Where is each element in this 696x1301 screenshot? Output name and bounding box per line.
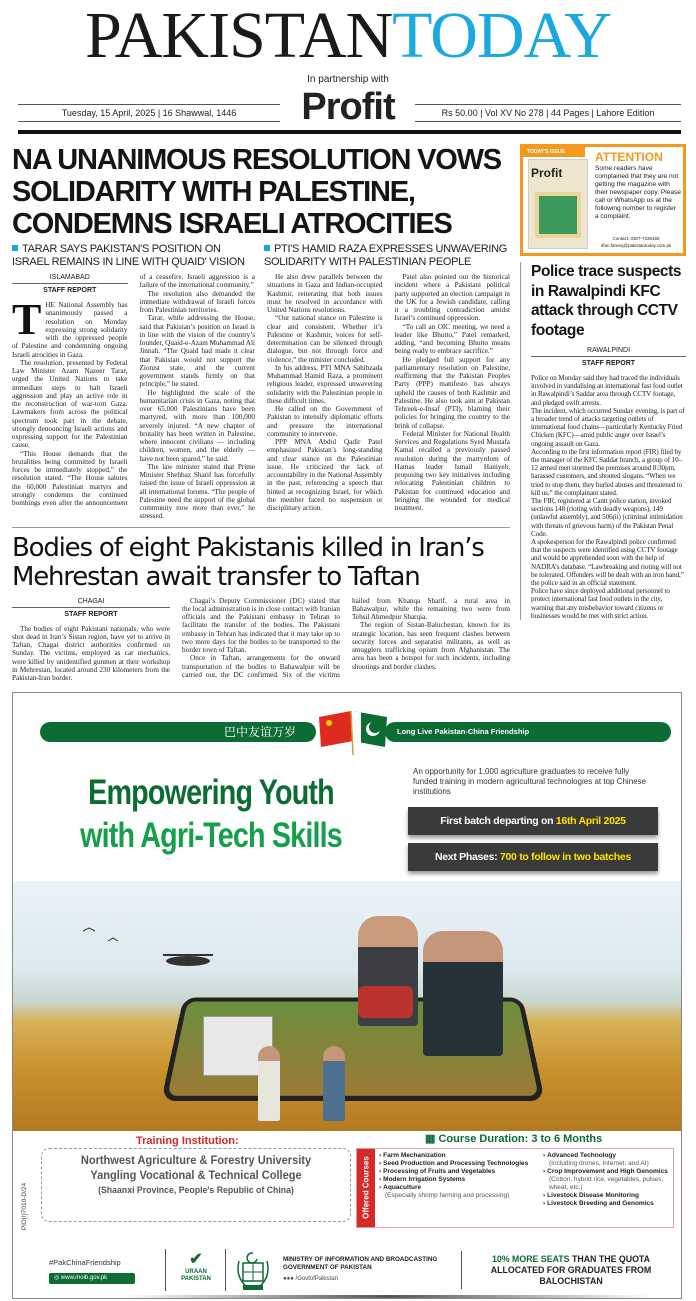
chevron-right-icon: › [543,1192,546,1200]
course-item: › Processing of Fruits and Vegetables [379,1168,496,1176]
paragraph: Police on Monday said they had traced the individuals involved in vandalising an international fast food outlet in Rawalpindi’s Saddar area through CCTV footage, and pledged swift arrests. [531,374,683,407]
paragraph: Once in Taftan, arrangements for the onward transportation of the bodies to Bahawalpur will be carried out, the DC confirmed. Six of the victims hailed from Khanqa Sharif, a rural area in Bahawalpur, while the remaining two were from Tehsil Ahmedpur Sharqia. [182,596,510,679]
lead-article-body [12,273,510,521]
government-advertisement[interactable] [12,692,682,1299]
website-link[interactable] [49,1273,135,1284]
masthead [0,0,696,138]
courses-list-right [543,1152,671,1208]
china-pakistan-flags-icon [311,707,393,757]
website-text: www.moib.gov.pk [60,1275,108,1282]
duration-text: Course Duration: 3 to 6 Months [438,1133,603,1146]
divider [165,1249,166,1291]
kfc-headline[interactable]: Police trace suspects in Rawalpindi KFC attack through CCTV footage [531,263,682,339]
footer-shadow [123,1295,653,1298]
course-item: › Crop Improvement and High Genomics [543,1168,668,1176]
paragraph: The region of Sistan-Baluchestan, known for its strategic location, has seen frequent clashes between security forces and separatist militants, as well as smugglers trafficking opium from Afghanistan. The area has been a hotspot for such incidents, including shootings and border clashes. [352,621,510,671]
institution-location: (Shaanxi Province, People's Republic of China) [98,1185,294,1197]
course-item: › Modern Irrigation Systems [379,1176,466,1184]
attention-title: ATTENTION [595,150,663,164]
chevron-right-icon: › [379,1152,382,1160]
course-note: (Including drones, Internet, and AI) [549,1160,649,1168]
course-item: › Farm Mechanization [379,1152,446,1160]
contact-email[interactable]: irfan.fareeq@pakistantoday.com.pk [600,243,672,248]
agriculture-scene-image [13,881,682,1131]
course-item: › Advanced Technology [543,1152,617,1160]
newspaper-logo [0,0,696,72]
bodies-headline[interactable]: Bodies of eight Pakistanis killed in Iran’s Mehrestan await transfer to Taftan [12,532,484,592]
facebook-icon[interactable]: ● [283,1276,287,1283]
course-item: › Livestock Breeding and Genomics [543,1200,654,1208]
uraan-text: URAAN PAKISTAN [181,1269,211,1283]
institution-2: Yangling Vocational & Technical College [90,1168,302,1183]
dateline: ISLAMABAD [12,273,128,284]
instagram-icon[interactable]: ● [286,1276,291,1283]
offered-courses-box [356,1148,674,1228]
chevron-right-icon: › [543,1152,546,1160]
globe-icon: ◎ [54,1275,61,1282]
paragraph: A spokesperson for the Rawalpindi police confirmed that the suspects were identified using CCTV footage and would be apprehended soon with the help of NADRA’s database. “Lawbreaking and rioting will not be tolerated. Offenders will be dealt with an iron hand,” the police said in an official statement. [531,538,684,588]
ministry-line-2: GOVERNMENT OF PAKISTAN [283,1263,372,1271]
attention-box [520,144,686,256]
ad-title-line-2: with Agri-Tech Skills [80,816,342,856]
calendar-icon: ▦ [425,1133,439,1146]
paragraph: He pledged full support for any parliamentary resolution on Palestine, reaffirming that the Pakistan Peoples Party (PPP) manifesto has always upheld the causes of both Kashmir and Palestine. He also took aim at Pakistan Tehreek-e-Insaf (PTI), blaming their policies for bringing the country to the brink of collapse. [394,355,510,430]
courses-list-left [379,1152,539,1200]
paragraph: The incident, which occurred Sunday evening, is part of a broader trend of attacks targeting outlets of international food chains—particularly Kentucky Fried Chicken (KFC)—amid public anger over Israel’s ongoing assault on Gaza. [531,406,685,448]
todays-issue-tag: TODAY'S ISSUE [523,147,585,157]
seats-text: THAN THE QUOTA ALLOCATED FOR GRADUATES FROM BALOCHISTAN [490,1254,652,1287]
bullet-icon [264,245,270,251]
paragraph: Patel also pointed out the historical incident where a Pakistani political party supported an election campaign in the UK for a Jewish candidate, calling it a troubling contradiction amidst Israel’s continued oppression. [394,273,510,323]
logo-today: TODAY [392,0,611,72]
paragraph: THE National Assembly has unanimously passed a resolution on Monday expressing strong solidarity with the oppressed people of Palestine and condemning ongoing Israeli atrocities in Gaza. [12,295,128,359]
box-highlight: 16th April 2025 [555,815,626,828]
ministry-name [283,1256,437,1271]
course-note: (Especially shrimp farming and processing) [385,1192,510,1200]
paragraph: PPP MNA Abdul Qadir Patel emphasized Pakistan’s long-standing and clear stance on the Palestinian issue. He criticized the lack of accountability in the National Assembly in the past, referencing a speech that hinted at recognizing Israel, for which the member faced no suspension or disciplinary action. [267,438,383,512]
social-handle: /GovtofPakistan [295,1276,338,1283]
divider [461,1251,462,1289]
course-item: › Livestock Disease Monitoring [543,1192,639,1200]
paragraph: The resolution also demanded the immediate withdrawal of Israeli forces from Palestinian territories. [139,289,255,314]
partnership-label: In partnership with [307,74,389,85]
lead-headline[interactable]: NA UNANIMOUS RESOLUTION VOWS SOLIDARITY WITH PALESTINE, CONDEMNS ISRAELI ATROCITIES [12,144,501,240]
kfc-article-body [531,374,686,620]
banner-english: Long Live Pakistan-China Friendship [385,722,671,742]
paragraph: Chagai’s Deputy Commissioner (DC) stated that the local administration is in close contact with Iranian officials and the Pakistani embassy in Tehran to facilitate the transfer of the bodies. The Pakistani embassy in Tehran has indicated that it may take up to two more days for the bodies to be transported to the border town of Taftan. [182,596,340,654]
paragraph: “To call an OIC meeting, we need a leader like Bhutto,” Patel remarked, adding, “and becoming Bhutto means being ready to embrace sacrifice.” [394,322,510,356]
subhead-text: TARAR SAYS PAKISTAN'S POSITION ON ISRAEL REMAINS IN LINE WITH QUAID' VISION [12,243,245,268]
kfc-story [520,262,686,620]
contact-phone: Contact: 0307-7339168 [612,236,660,241]
paragraph: The bodies of eight Pakistani nationals, who were shot dead in Iran’s Sistan region, have yet to arrive in Taftan, Chagai district authorities confirmed on Sunday. The victims, employed as car mechanics, were killed by unidentified gunmen at their workshop in Mehrestan, located around 230 kilometers from the Pakistan-Iran border. [12,624,170,682]
next-phases-box [408,843,658,871]
person-image [323,1046,345,1121]
paragraph: In his address, PTI MNA Sahibzada Muhammad Hamid Raza, a prominent religious leader, expressed unwavering solidarity with the Palestinian people in these difficult times. [267,363,383,405]
chevron-right-icon: › [379,1168,382,1176]
divider [12,527,510,528]
courses-label: Offered Courses [361,1156,371,1220]
paragraph: “Our national stance on Palestine is clear and consistent. Whether it’s Palestine or Kashmir, voices for self-determination can be silenced through dialogue, but not through force and violence,” the minister concluded. [267,314,383,364]
course-note: (Cotton, hybrid rice, vegetables, pulses, wheat, etc.) [549,1176,664,1192]
box-text: First batch departing on [440,815,556,828]
first-batch-box [408,807,658,835]
course-duration [425,1133,602,1146]
subhead-text: PTI'S HAMID RAZA EXPRESSES UNWAVERING SOLIDARITY WITH PALESTINIAN PEOPLE [264,243,508,268]
kfc-byline-block [531,346,686,368]
ad-title-line-1: Empowering Youth [88,773,334,813]
chevron-right-icon: › [543,1200,546,1208]
pid-code: PID(I)7010-D/24 [21,1183,29,1231]
hashtag: #PakChinaFriendship [49,1258,121,1268]
chevron-right-icon: › [543,1168,546,1176]
cover-illustration [535,192,581,238]
bird-icon: ✔ [189,1251,203,1269]
news-columns [0,138,696,682]
lead-subhead-1 [12,243,258,268]
social-links[interactable] [283,1275,338,1283]
person-image [258,1046,280,1121]
paragraph: Tarar, while addressing the House, said that Pakistan’s position on Israel is in line with the vision of the country’s founder, Quaid-e-Azam Muhammad Ali Jinnah. “The Quaid had made it clear that Pakistan would not support the Zionist state, and the current government stands firmly on that principle,” he stated. [139,314,255,389]
lead-subheads [12,243,510,268]
chevron-right-icon: › [379,1160,382,1168]
paragraph: He also drew parallels between the situations in Gaza and Indian-occupied Kashmir, reiterating that both issues must be resolved in accordance with United Nations resolutions. [267,273,383,314]
institution-1: Northwest Agriculture & Forestry University [80,1153,312,1168]
paragraph: Police have since deployed additional personnel to protect international fast food outlets in the city, warning that any misbehavior toward citizens or businesses would be met with strict action. [531,587,670,620]
byline: STAFF REPORT [43,287,97,294]
logo-pakistan: PAKISTAN [85,0,393,72]
profit-logo: Profit [301,86,395,128]
attention-contact [589,235,683,249]
byline: STAFF REPORT [64,610,118,618]
paragraph: The resolution, presented by Federal Law Minister Azam Nazeer Tarar, urged the United Nations to take immediate steps to halt Israeli aggression and play an active role in the reconstruction of war-torn Gaza. Lawmakers from across the political spectrum took part in the debate, strongly denouncing Israeli actions and expressing support for the Palestinian cause. [12,358,128,450]
paragraph: According to the first information report (FIR) filed by the manager of the KFC Saddar branch, a group of 10–12 armed men stormed the premises around 8:30pm, harassed customers, and shouted slogans. “When we tried to stop them, they hurled abuses and threatened to kill us,” the complainant stated. [531,447,683,497]
uraan-pakistan-logo [173,1251,219,1283]
byline: STAFF REPORT [581,360,636,367]
paragraph: “This House demands that the brutalities being committed by Israeli forces be immediately stopped,” the resolution stated. “The House salutes the 60,000 Palestinian martyrs and strongly condemns the continued bombings even after the announcement of a ceasefire. Israeli aggression is a failure of the international community.” [12,273,255,507]
banner-chinese: 巴中友谊万岁 [40,722,316,742]
left-news-area [12,144,510,682]
seats-highlight: 10% MORE SEATS [491,1254,570,1265]
seats-notice [469,1254,673,1287]
attention-text: Some readers have complained that they are not getting the magazine with their newspaper copy. Please call or WhatsApp us at the following number to register a complaint. [595,165,682,220]
divider [225,1249,226,1291]
courses-label-tab [357,1149,375,1227]
institution-names [43,1153,349,1198]
course-item: › Aquaculture [379,1184,422,1192]
issue-date: Tuesday, 15 April, 2025 | 16 Shawwal, 1446 [18,104,280,122]
ministry-line-1: MINISTRY OF INFORMATION AND BROADCASTING [283,1256,438,1264]
person-image [423,931,503,1056]
x-icon[interactable]: ● [290,1276,296,1283]
chevron-right-icon: › [379,1184,382,1192]
state-emblem-icon [233,1251,273,1293]
cover-title: Profit [531,166,563,180]
lead-subhead-2 [264,243,510,268]
paragraph: The law minister stated that Prime Minister Shehbaz Sharif has forcefully raised the issue of Israeli oppression at all international forums. “The people of Palestine need the support of the global community now more than ever,” he stressed. [139,462,255,521]
masthead-rule [18,130,681,134]
bodies-article-body [12,597,510,683]
bullet-icon [12,245,18,251]
ad-title [31,771,391,857]
tractor-image [358,986,413,1018]
course-item: › Seed Production and Processing Technologies [379,1160,529,1168]
dateline: CHAGAI [12,597,170,608]
box-highlight: 700 to follow in two batches [499,851,631,864]
institution-label: Training Institution: [133,1135,242,1148]
drop-cap: T [12,295,42,344]
paragraph: The FIR, registered at Cantt police station, invoked sections 148 (rioting with deadly weapons), 149 (unlawful assembly), and 506(ii) (criminal intimidation with threats of grievous harm) of the Pakistan Penal Code. [531,497,683,538]
magazine-cover[interactable] [528,159,588,249]
dateline: RAWALPINDI [531,346,686,357]
paragraph: He highlighted the scale of the humanitarian crisis in Gaza, noting that over 65,000 Palestinians have been martyred, with more than 100,000 severely injured. “A new chapter of brutality has been written in Palestine, where innocent civilians — including children, women, and the elderly — have not been spared,” he said. [139,388,255,463]
chevron-right-icon: › [379,1176,382,1184]
edition-info: Rs 50.00 | Vol XV No 278 | 44 Pages | Lahore Edition [415,104,681,122]
paragraph: He called on the Government of Pakistan to intensify diplomatic efforts and pressure the international community to intervene. [267,405,383,438]
paragraph: Federal Minister for National Health Services and Regulations Syed Mustafa Kamal recalled a previously passed resolution during the martyrdom of Hamas leader Ismail Haniyeh, proposing two key initiatives including relocating Palestinian children to Pakistan for continued education and bringing the wounded for medical treatment. [394,429,510,512]
right-news-area [520,144,686,620]
box-text: Next Phases: [434,851,500,864]
ad-intro: An opportunity for 1,000 agriculture graduates to receive fully funded training in modern agricultural technologies at top Chinese institutions [413,767,647,797]
